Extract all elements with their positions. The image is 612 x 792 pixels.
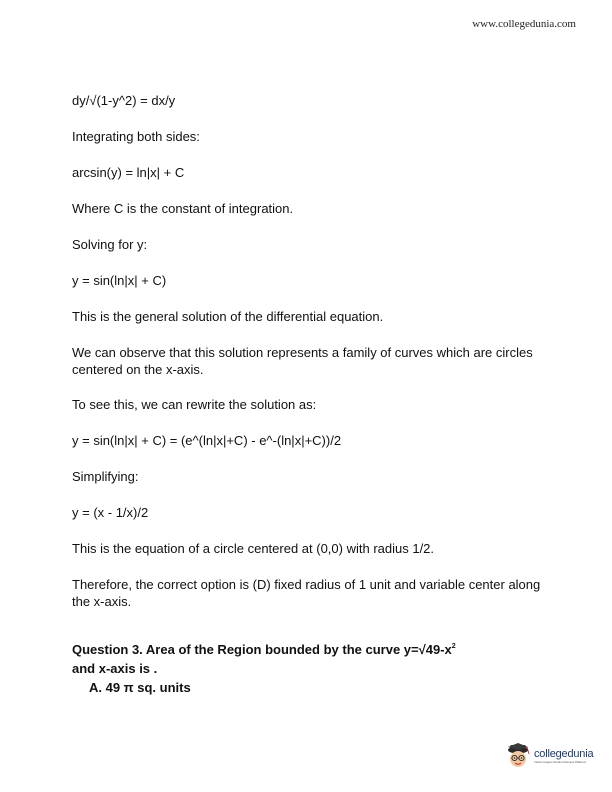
document-body	[72, 92, 542, 697]
option-a: A. 49 π sq. units	[89, 680, 191, 695]
equation-line: y = sin(ln|x| + C) = (e^(ln|x|+C) - e^-(ln|x|+C))/2	[72, 433, 342, 448]
equation-line: arcsin(y) = ln|x| + C	[72, 165, 185, 180]
question-heading	[72, 640, 542, 697]
text-line: To see this, we can rewrite the solution as:	[72, 397, 317, 412]
site-url: www.collegedunia.com	[472, 18, 576, 30]
mascot-icon	[504, 741, 532, 771]
conclusion-paragraph: Therefore, the correct option is (D) fixed radius of 1 unit and variable center along the x-axis.	[72, 577, 541, 609]
collegedunia-logo	[504, 738, 594, 774]
logo-tagline: India's largest Student Review Platform	[534, 760, 587, 764]
text-line: This is the general solution of the differential equation.	[72, 309, 384, 324]
text-line: Simplifying:	[72, 469, 139, 484]
equation-line: y = (x - 1/x)/2	[72, 505, 149, 520]
equation-line: y = sin(ln|x| + C)	[72, 273, 167, 288]
question-line-2: and x-axis is .	[72, 661, 158, 676]
text-line: This is the equation of a circle centered at (0,0) with radius 1/2.	[72, 541, 435, 556]
question-line-1	[72, 640, 542, 659]
logo-text	[534, 748, 593, 764]
superscript: 2	[451, 643, 456, 650]
text-line: Solving for y:	[72, 237, 148, 252]
text-line: Where C is the constant of integration.	[72, 201, 294, 216]
logo-name: collegedunia	[534, 748, 594, 760]
question-text: Question 3. Area of the Region bounded by the curve y=√49-x	[72, 642, 452, 657]
equation-line: dy/√(1-y^2) = dx/y	[72, 93, 176, 108]
text-paragraph: We can observe that this solution represents a family of curves which are circles centered on the x-axis.	[72, 345, 533, 377]
text-line: Integrating both sides:	[72, 129, 200, 144]
